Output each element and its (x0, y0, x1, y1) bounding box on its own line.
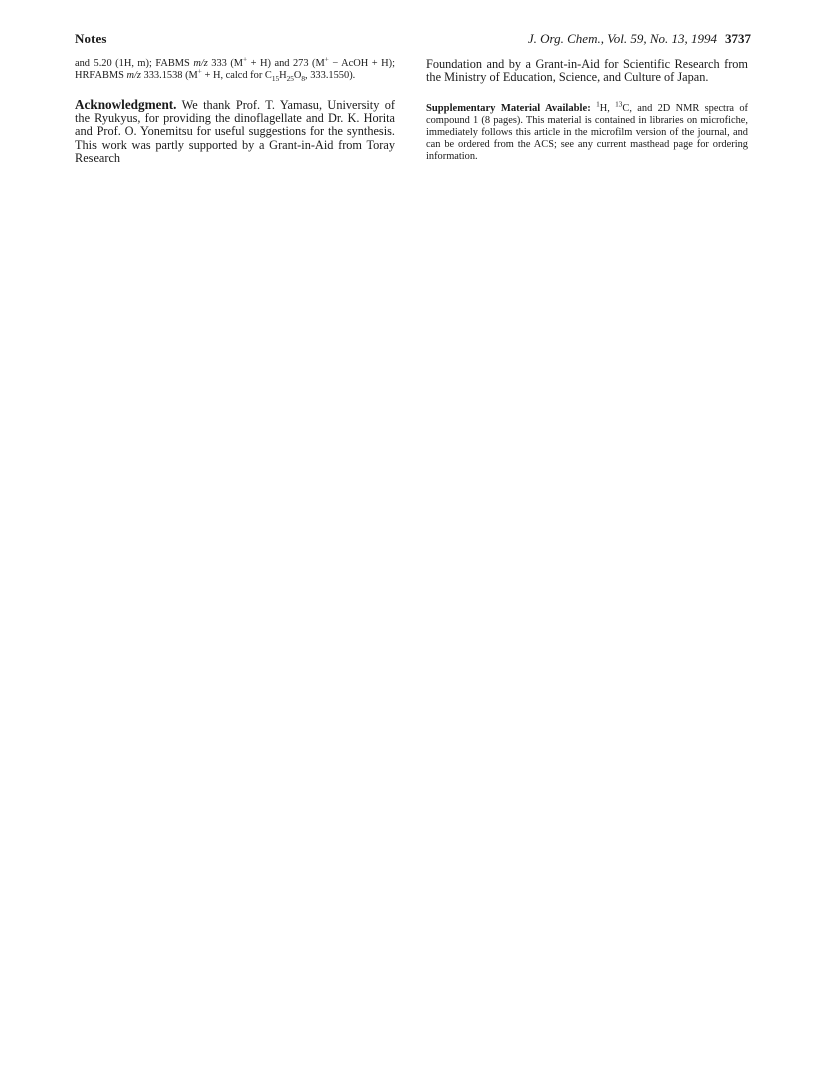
supplementary-material-paragraph: Supplementary Material Available: $^1$H, $^{13}$C, and 2D NMR spectra of compound 1 (8 pages). This material is contained in libraries on microfiche, immediately follows this article in the microfilm version of the journal, and can be ordered from the ACS; see any current masthead page for ordering information. (426, 100, 748, 163)
running-header-section: Notes (75, 31, 107, 46)
page-number: 3737 (725, 31, 751, 46)
experimental-data-paragraph: and 5.20 (1H, m); FABMS m/z 333 (M+ + H) and 273 (M+ − AcOH + H); HRFABMS m/z 333.1538 (M+ + H, calcd for $C_{15}H_{25}O_8$, 333.1550). (75, 55, 395, 84)
supplementary-heading: Supplementary Material Available: (426, 103, 591, 115)
acknowledgment-paragraph (75, 98, 395, 165)
acknowledgment-continued: Foundation and by a Grant-in-Aid for Scientific Research from the Ministry of Education, Science, and Culture of Japan. (426, 57, 748, 85)
right-column (426, 58, 748, 163)
left-column (75, 55, 395, 165)
journal-citation: J. Org. Chem., Vol. 59, No. 13, 1994 (527, 31, 717, 46)
running-header-journal (528, 31, 751, 47)
acknowledgment-text: We thank Prof. T. Yamasu, University of the Ryukyus, for providing the dinoflagellate and Dr. K. Horita and Prof. O. Yonemitsu for useful suggestions for the synthesis. This work was partly supported by a Grant-in-Aid from Toray Research (75, 98, 395, 165)
acknowledgment-heading: Acknowledgment. (75, 97, 177, 112)
